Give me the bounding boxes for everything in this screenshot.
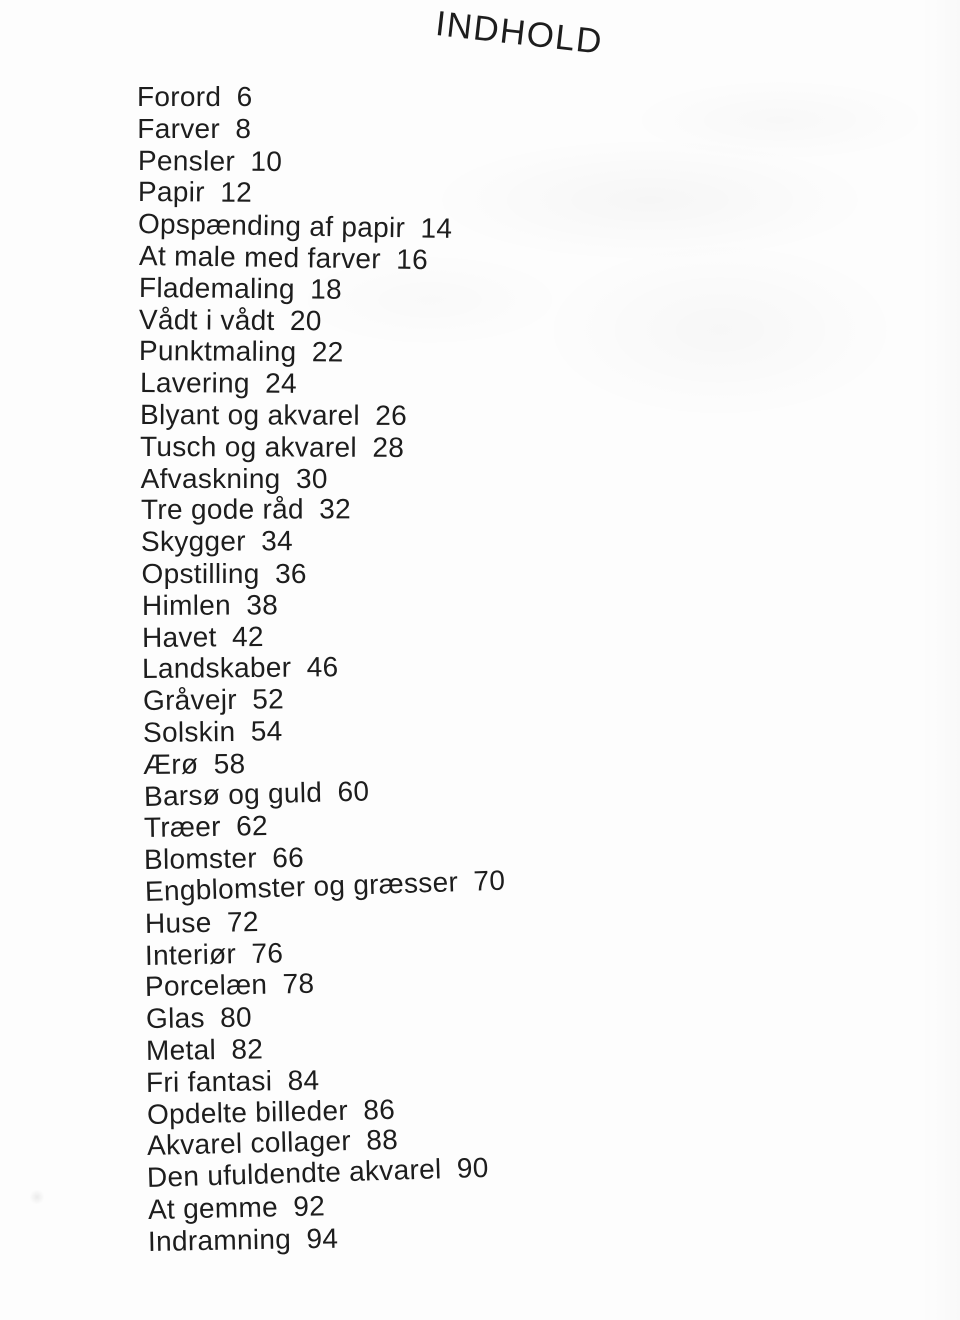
toc-entry-label: Interiør bbox=[144, 937, 237, 971]
toc-entry-page: 58 bbox=[213, 747, 246, 780]
toc-entry-label: Farver bbox=[137, 112, 220, 144]
toc-entry-label: At gemme bbox=[147, 1191, 278, 1225]
toc-entry-label: Landskaber bbox=[142, 652, 292, 685]
toc-entry bbox=[146, 1030, 505, 1067]
toc-entry-label: Opdelte billeder bbox=[146, 1094, 348, 1130]
toc-entry bbox=[142, 681, 505, 717]
toc-entry-label: Blyant og akvarel bbox=[139, 398, 360, 431]
toc-entry bbox=[144, 807, 505, 844]
toc-entry-label: Metal bbox=[145, 1033, 217, 1066]
toc-entry-page: 60 bbox=[336, 775, 370, 807]
toc-entry bbox=[139, 304, 505, 338]
toc-entry-page: 12 bbox=[220, 176, 253, 209]
toc-entry-label: At male med farver bbox=[138, 239, 381, 275]
toc-entry bbox=[140, 431, 505, 464]
toc-entry-page: 10 bbox=[249, 145, 282, 177]
toc-entry-label: Gråvejr bbox=[142, 683, 237, 717]
toc-entry-label: Engblomster og græsser bbox=[144, 866, 459, 907]
toc-entry bbox=[138, 240, 505, 277]
toc-entry bbox=[141, 493, 505, 526]
toc-entry-page: 52 bbox=[251, 683, 284, 715]
toc-entry-label: Punktmaling bbox=[139, 335, 297, 368]
toc-entry bbox=[137, 81, 505, 113]
toc-entry-label: Vådt i vådt bbox=[138, 303, 275, 336]
toc-entry bbox=[142, 588, 505, 622]
toc-entry-page: 82 bbox=[231, 1033, 264, 1065]
toc-list bbox=[137, 81, 505, 1257]
toc-entry-page: 80 bbox=[219, 1001, 252, 1034]
toc-entry-page: 24 bbox=[264, 367, 297, 399]
toc-entry-label: Tusch og akvarel bbox=[140, 430, 358, 463]
toc-entry-label: Den ufuldendte akvarel bbox=[146, 1153, 443, 1194]
toc-entry-page: 14 bbox=[420, 212, 453, 245]
toc-entry bbox=[145, 998, 505, 1035]
toc-entry-page: 16 bbox=[395, 243, 428, 276]
toc-entry-page: 42 bbox=[231, 620, 265, 652]
toc-entry bbox=[139, 272, 505, 307]
toc-entry-label: Himlen bbox=[141, 589, 231, 621]
toc-entry bbox=[148, 1219, 506, 1257]
toc-entry-label: Fri fantasi bbox=[146, 1064, 273, 1098]
toc-entry-page: 92 bbox=[292, 1190, 325, 1222]
toc-entry bbox=[145, 964, 505, 1003]
toc-entry-page: 72 bbox=[226, 905, 259, 938]
toc-entry-label: Tre gode råd bbox=[140, 493, 304, 526]
toc-entry bbox=[140, 367, 505, 401]
toc-entry bbox=[137, 113, 505, 145]
toc-entry bbox=[141, 524, 505, 558]
toc-entry-label: Papir bbox=[137, 176, 205, 208]
toc-entry bbox=[139, 335, 505, 369]
toc-entry-page: 90 bbox=[456, 1151, 490, 1184]
toc-entry-label: Indramning bbox=[147, 1223, 292, 1257]
toc-entry-label: Træer bbox=[143, 811, 221, 844]
toc-entry bbox=[142, 558, 505, 590]
toc-entry bbox=[138, 176, 505, 210]
toc-entry-page: 30 bbox=[295, 462, 328, 494]
toc-entry-page: 26 bbox=[375, 399, 408, 431]
toc-entry-page: 36 bbox=[275, 557, 307, 589]
toc-entry-page: 88 bbox=[365, 1124, 399, 1156]
toc-entry bbox=[141, 463, 505, 495]
toc-entry-page: 66 bbox=[272, 841, 305, 874]
toc-entry-page: 22 bbox=[312, 336, 345, 368]
toc-entry-page: 84 bbox=[287, 1064, 320, 1096]
toc-entry bbox=[142, 650, 505, 685]
toc-entry-page: 8 bbox=[235, 112, 252, 144]
toc-entry bbox=[142, 618, 505, 653]
toc-entry-label: Porcelæn bbox=[145, 968, 268, 1003]
toc-entry-label: Lavering bbox=[139, 367, 250, 399]
toc-entry bbox=[140, 399, 505, 432]
toc-entry-page: 18 bbox=[309, 273, 342, 305]
toc-entry-page: 46 bbox=[306, 651, 339, 683]
toc-entry-label: Opstilling bbox=[141, 557, 260, 589]
page-title: INDHOLD bbox=[433, 4, 605, 62]
toc-entry-page: 38 bbox=[246, 589, 278, 621]
toc-entry-label: Forord bbox=[137, 81, 222, 112]
toc-entry bbox=[137, 145, 504, 179]
toc-entry bbox=[143, 713, 505, 749]
toc-entry-label: Pensler bbox=[137, 144, 235, 177]
toc-entry-page: 54 bbox=[250, 715, 283, 747]
toc-entry-page: 6 bbox=[236, 81, 253, 112]
toc-entry-page: 86 bbox=[362, 1093, 395, 1125]
toc-entry-label: Akvarel collager bbox=[146, 1125, 352, 1162]
toc-entry-page: 20 bbox=[289, 304, 322, 336]
toc-entry-page: 78 bbox=[282, 968, 316, 1000]
toc-entry-label: Blomster bbox=[143, 842, 258, 876]
toc-entry-page: 32 bbox=[319, 493, 351, 525]
toc-entry-page: 34 bbox=[261, 525, 294, 557]
toc-entry-label: Solskin bbox=[142, 715, 236, 748]
toc-entry-label: Havet bbox=[141, 620, 217, 653]
toc-entry-page: 28 bbox=[372, 431, 405, 463]
toc-entry-page: 94 bbox=[305, 1222, 339, 1254]
toc-entry-label: Ærø bbox=[143, 748, 199, 780]
toc-entry-label: Glas bbox=[145, 1002, 205, 1035]
toc-entry-label: Skygger bbox=[141, 525, 247, 558]
toc-entry-label: Afvaskning bbox=[140, 462, 281, 494]
toc-entry-label: Huse bbox=[144, 906, 212, 939]
toc-entry-page: 70 bbox=[472, 864, 506, 897]
toc-entry-label: Flademaling bbox=[138, 271, 295, 305]
toc-entry-label: Opspænding af papir bbox=[137, 208, 406, 244]
toc-entry-page: 62 bbox=[235, 810, 268, 842]
toc-entry-page: 76 bbox=[251, 936, 284, 969]
toc-entry-label: Barsø og guld bbox=[143, 776, 323, 812]
